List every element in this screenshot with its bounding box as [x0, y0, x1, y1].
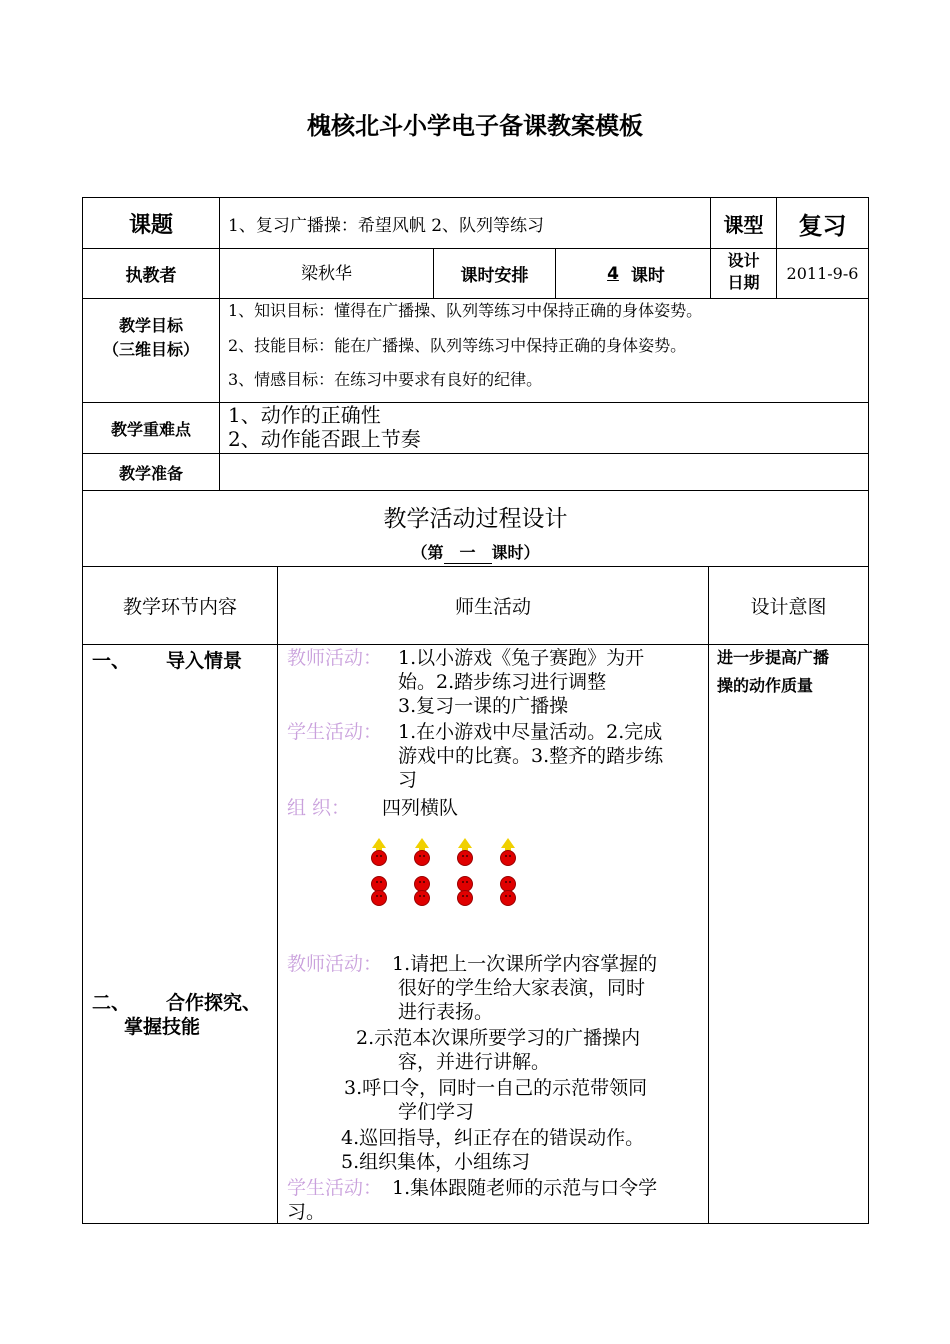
teacher-activity-line: 4.巡回指导，纠正存在的错误动作。 — [341, 1127, 645, 1149]
student-activity-line: 习。 — [287, 1201, 326, 1223]
organization-value: 四列横队 — [382, 797, 459, 819]
teacher-activity-line: 学们学习 — [398, 1101, 475, 1123]
teacher-activity-line: 始。2.踏步练习进行调整 — [398, 671, 607, 693]
objective-item: 1、知识目标：懂得在广播操、队列等练习中保持正确的身体姿势。 — [228, 301, 703, 320]
teacher-activity-line: 1.以小游戏《兔子赛跑》为开 — [398, 647, 645, 669]
difficulties-label: 教学重难点 — [110, 419, 191, 439]
process-title: 教学活动过程设计 — [383, 506, 568, 532]
teacher-activity-line: 5.组织集体，小组练习 — [341, 1151, 531, 1173]
schedule-value — [556, 249, 710, 298]
teacher-activity-line: 3.复习一课的广播操 — [398, 695, 569, 717]
preparation-label: 教学准备 — [118, 463, 183, 483]
section1-name: 一、 导入情景 — [92, 650, 243, 672]
student-icon — [371, 890, 387, 906]
design-date-label: 设计 日期 — [727, 251, 760, 292]
schedule-label: 课时安排 — [460, 266, 529, 286]
type-value: 复习 — [798, 211, 847, 240]
document-title: 槐核北斗小学电子备课教案模板 — [307, 112, 643, 140]
teacher-activity-label: 教师活动： — [287, 647, 383, 669]
student-icon — [500, 850, 516, 866]
section2-name: 二、 合作探究、 掌握技能 — [92, 992, 262, 1038]
student-activity-label: 学生活动： — [287, 1177, 383, 1199]
student-activity-line: 习 — [398, 769, 418, 791]
student-icon — [457, 850, 473, 866]
student-activity-line: 1.集体跟随老师的示范与口令学 — [392, 1177, 658, 1199]
student-icon — [371, 850, 387, 866]
teacher-activity-line: 2.示范本次课所要学习的广播操内 — [356, 1027, 641, 1049]
design-date-value: 2011-9-6 — [786, 264, 859, 283]
objective-item: 3、情感目标：在练习中要求有良好的纪律。 — [228, 370, 543, 389]
teacher-activity-line: 容，并进行讲解。 — [398, 1051, 551, 1073]
type-label: 课型 — [723, 212, 764, 237]
student-activity-line: 游戏中的比赛。3.整齐的踏步练 — [398, 745, 664, 767]
teacher-activity-line: 很好的学生给大家表演，同时 — [398, 977, 646, 999]
organization-label: 组 织： — [287, 797, 351, 819]
student-icon — [414, 890, 430, 906]
col-header-content: 教学环节内容 — [122, 596, 237, 618]
student-icon — [457, 890, 473, 906]
col-header-intent: 设计意图 — [750, 596, 827, 618]
student-activity-line: 1.在小游戏中尽量活动。2.完成 — [398, 721, 663, 743]
difficulty-item: 1、动作的正确性 — [228, 403, 381, 427]
schedule-unit: 课时 — [630, 266, 665, 286]
student-icon — [500, 890, 516, 906]
col-header-activities: 师生活动 — [454, 596, 531, 618]
teacher-activity-line: 3.呼口令，同时一自己的示范带领同 — [344, 1077, 648, 1099]
schedule-count: 4 — [607, 263, 619, 284]
topic-label: 课题 — [128, 212, 173, 238]
teacher-activity-line: 1.请把上一次课所学内容掌握的 — [392, 953, 658, 975]
teacher-label: 执教者 — [125, 266, 177, 286]
teacher-activity-label: 教师活动： — [287, 953, 383, 975]
teacher-value: 梁秋华 — [301, 264, 352, 284]
objective-item: 2、技能目标：能在广播操、队列等练习中保持正确的身体姿势。 — [228, 336, 687, 355]
teacher-activity-line: 进行表扬。 — [398, 1001, 494, 1023]
difficulty-item: 2、动作能否跟上节奏 — [228, 427, 421, 451]
topic-value: 1、复习广播操：希望风帆 2、队列等练习 — [228, 216, 545, 236]
section1-intent: 进一步提高广播 操的动作质量 — [717, 648, 830, 695]
student-icon — [414, 850, 430, 866]
student-activity-label: 学生活动： — [287, 721, 383, 743]
lesson-number: （第 一 课时） — [83, 540, 868, 564]
objectives-label: 教学目标 （三维目标） — [102, 316, 199, 359]
